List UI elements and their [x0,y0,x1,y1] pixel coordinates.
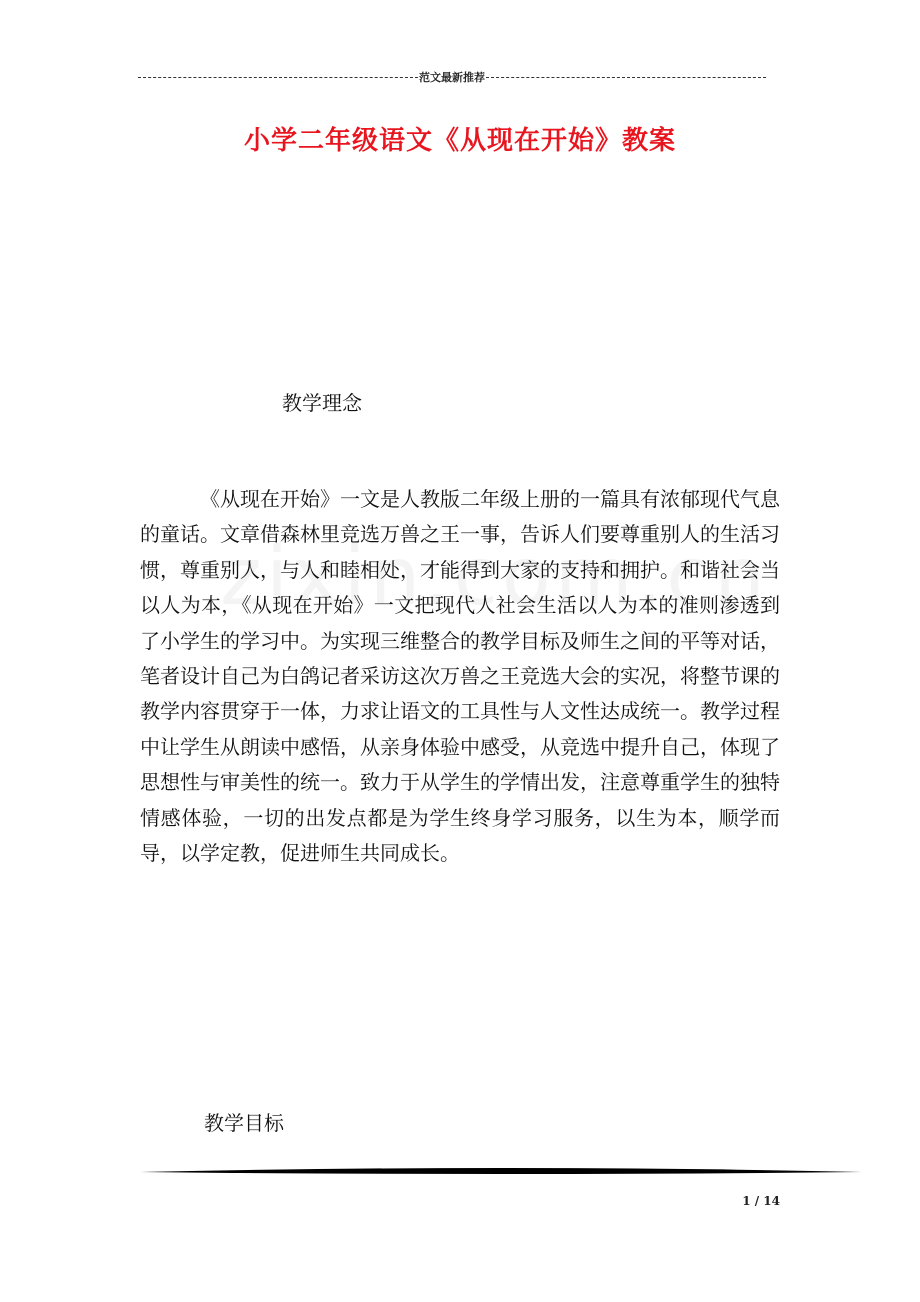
header-dash-left [138,77,418,78]
page-header [138,68,766,86]
page-number: 1 / 14 [742,1194,780,1208]
header-dash-right [486,77,766,78]
body-paragraph: 《从现在开始》一文是人教版二年级上册的一篇具有浓郁现代气息的童话。文章借森林里竞选万兽之王一事，告诉人们要尊重别人的生活习惯，尊重别人，与人和睦相处，才能得到大家的支持和拥护。和谐社会当以人为本，《从现在开始》一文把现代人社会生活以人为本的准则渗透到了小学生的学习中。为实现三维整合的教学目标及师生之间的平等对话，笔者设计自己为白鸽记者采访这次万兽之王竞选大会的实况，将整节课的教学内容贯穿于一体，力求让语文的工具性与人文性达成统一。教学过程中让学生从朗读中感悟，从亲身体验中感受，从竞选中提升自己，体现了思想性与审美性的统一。致力于从学生的学情出发，注意尊重学生的独特情感体验，一切的出发点都是为学生终身学习服务，以生为本，顺学而导，以学定教，促进师生共同成长。 [140,487,780,866]
section-heading-teaching-goals: 教学目标 [204,1111,284,1135]
document-title: 小学二年级语文《从现在开始》教案 [243,126,676,156]
header-label: 范文最新推荐 [419,71,485,84]
footer-rule [140,1166,862,1178]
section-heading-teaching-philosophy: 教学理念 [282,391,362,415]
